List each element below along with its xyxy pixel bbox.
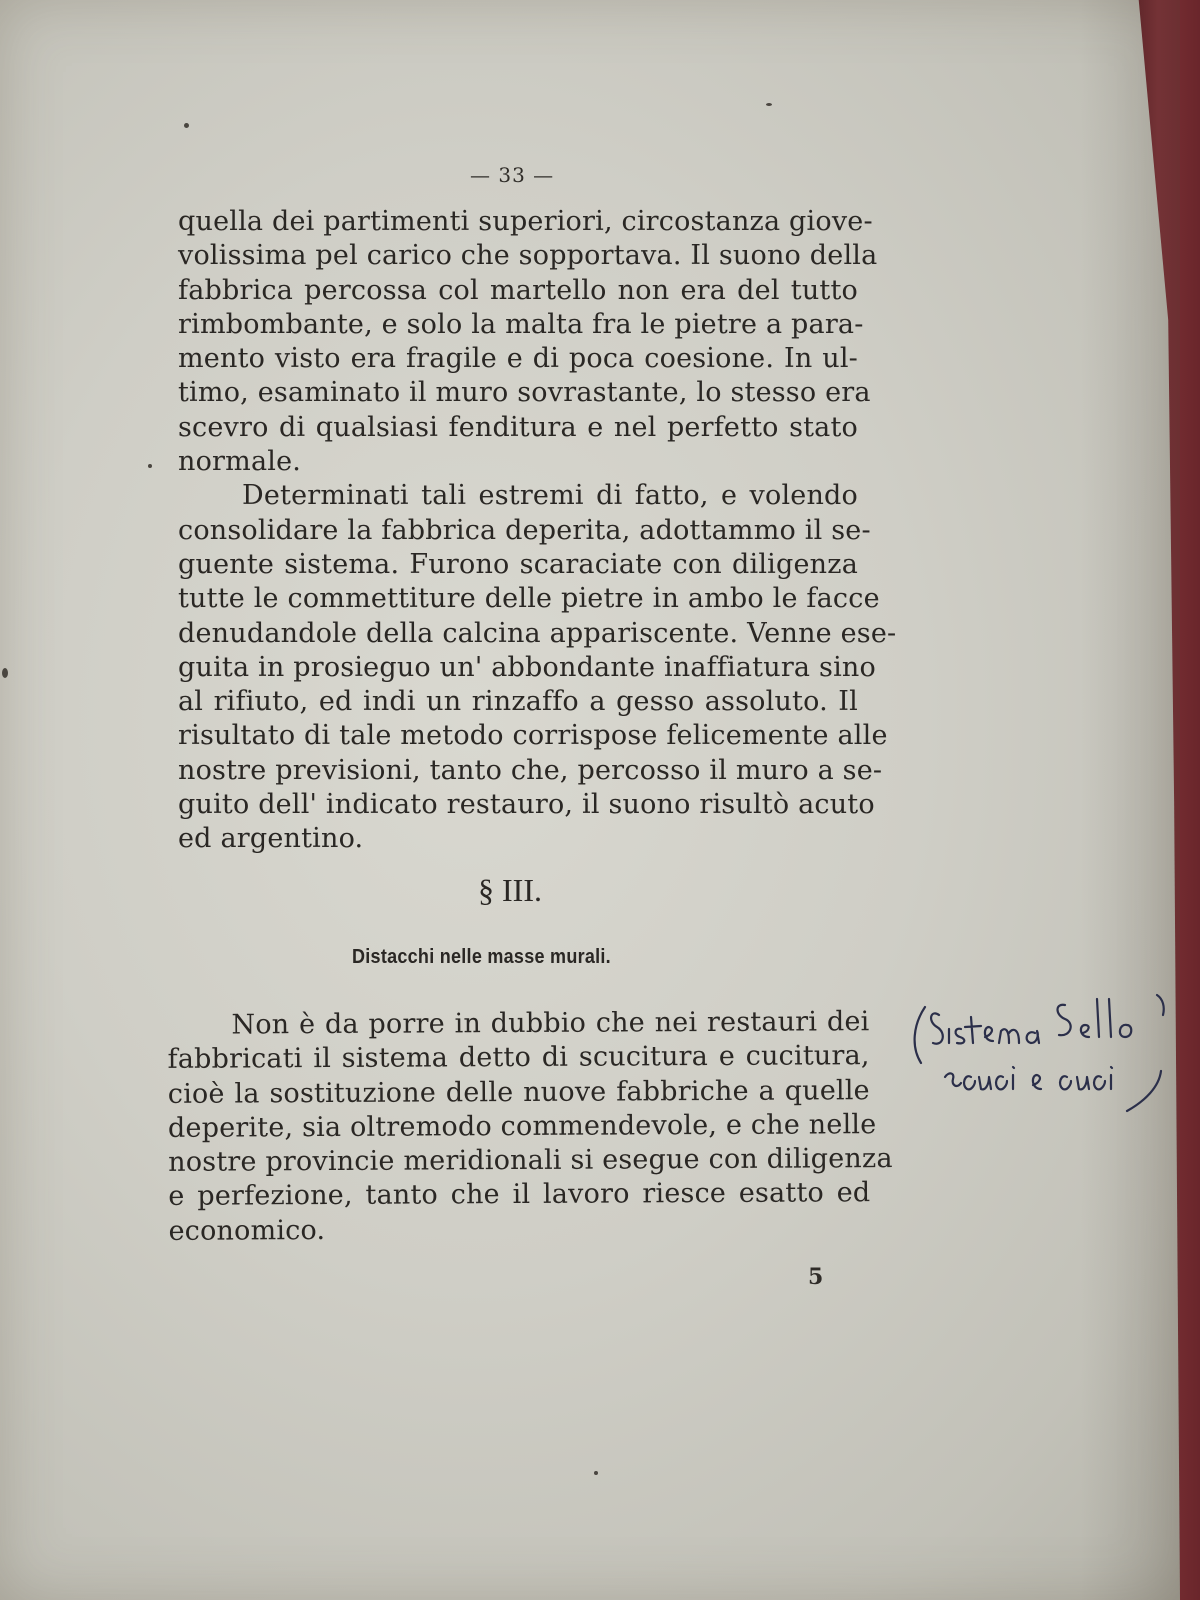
paragraph-2 <box>178 479 897 856</box>
text-line: risultato di tale metodo corrispose felicemente alle <box>178 720 888 752</box>
paper-speck <box>766 103 772 106</box>
text-line: nostre previsioni, tanto che, percosso il muro a se- <box>178 754 883 786</box>
paper-speck <box>594 1471 598 1475</box>
paper-speck <box>148 464 152 468</box>
paragraph-1 <box>178 205 878 479</box>
text-line: e perfezione, tanto che il lavoro riesce esatto ed <box>168 1177 871 1213</box>
paragraph-3 <box>167 1005 893 1249</box>
text-line: cioè la sostituzione delle nuove fabbriche a quelle <box>167 1074 870 1110</box>
text-line: scevro di qualsiasi fenditura e nel perfetto stato <box>178 411 858 443</box>
text-line: timo, esaminato il muro sovrastante, lo stesso era <box>178 377 871 409</box>
text-line: fabbrica percossa col martello non era del tutto <box>178 274 858 306</box>
text-line: Determinati tali estremi di fatto, e volendo <box>242 480 858 512</box>
text-line: al rifiuto, ed indi un rinzaffo a gesso assoluto. Il <box>178 686 858 718</box>
section-subtitle: Distacchi nelle masse murali. <box>352 946 611 968</box>
paper-speck <box>2 668 8 678</box>
page-number-header: — 33 — <box>470 163 555 187</box>
text-line: rimbombante, e solo la malta fra le pietre a para- <box>178 308 864 340</box>
text-line: consolidare la fabbrica deperita, adottammo il se- <box>178 514 871 546</box>
signature-mark: 5 <box>808 1264 824 1290</box>
paragraph-block-1 <box>178 205 897 857</box>
text-line: quella dei partimenti superiori, circostanza giove- <box>178 206 873 237</box>
text-line: guente sistema. Furono scaraciate con diligenza <box>178 548 858 580</box>
text-line: guita in prosieguo un' abbondante inaffiatura sino <box>178 651 876 683</box>
text-line: ed argentino. <box>178 823 364 855</box>
text-line: volissima pel carico che sopportava. Il suono della <box>178 240 878 272</box>
text-line: deperite, sia oltremodo commendevole, e che nelle <box>167 1109 877 1144</box>
section-heading: § III. <box>478 872 542 908</box>
text-line: mento visto era fragile e di poca coesione. In ul- <box>178 343 858 375</box>
text-line: denudandole della calcina appariscente. Venne ese- <box>178 617 897 649</box>
text-line: guito dell' indicato restauro, il suono risultò acuto <box>178 789 875 821</box>
text-line: economico. <box>168 1214 326 1247</box>
text-line: nostre provincie meridionali si esegue con diligenza <box>168 1143 893 1179</box>
paper-speck <box>184 123 189 128</box>
text-line: tutte le commettiture delle pietre in ambo le facce <box>178 583 880 615</box>
handwritten-annotation <box>905 985 1175 1125</box>
paragraph-block-2 <box>167 1005 893 1249</box>
text-line: Non è da porre in dubbio che nei restauri dei <box>231 1006 870 1041</box>
text-line: normale. <box>178 446 302 478</box>
text-line: fabbricati il sistema detto di scucitura e cucitura, <box>167 1040 870 1076</box>
